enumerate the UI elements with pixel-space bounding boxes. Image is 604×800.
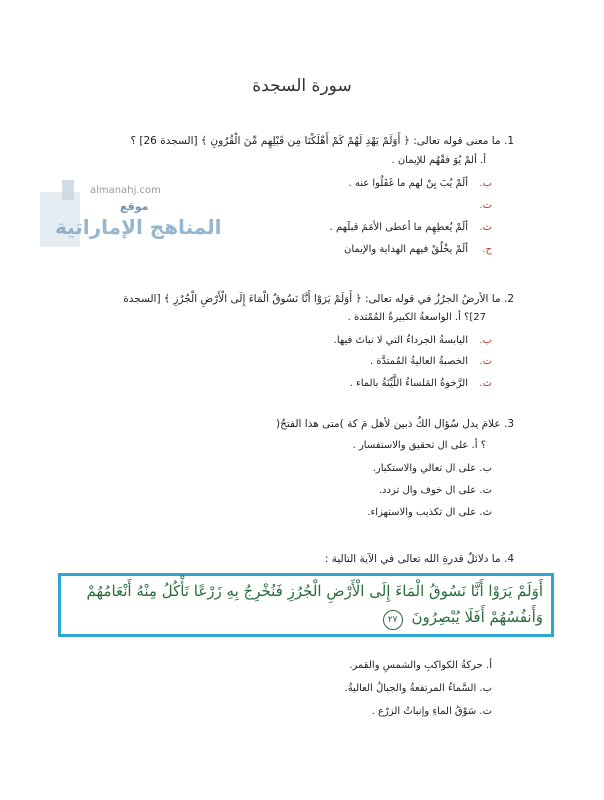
page-title: سورة السجدة: [252, 76, 352, 96]
q1-choice-j: [344, 244, 492, 255]
watermark-logo-top: موقع: [120, 200, 149, 213]
choice-text: الرَّخوةُ المَلساءُ اللَّيِّنَةُ بالماء .: [349, 378, 468, 389]
choice-text: ألَمْ يُعطِهِم ما أعطى الأمَمَ قبلَهم .: [329, 222, 468, 233]
choice-label: ث.: [479, 222, 492, 233]
choice-label: ث.: [479, 378, 492, 389]
choice-label: ج.: [482, 244, 492, 255]
q4-choice-b: ب. السَّماءُ المرتفعةُ والجبالُ العاليةُ.: [344, 683, 492, 694]
verse-text: وَأَنفُسُهُمْ أَفَلَا يُبْصِرُونَ: [411, 608, 543, 626]
verse-box: [58, 573, 554, 637]
ayah-number-icon: ٢٧: [383, 610, 403, 630]
q3-choice-a: ؟ أ. على ال تحقيق والاستفسار .: [352, 440, 486, 451]
choice-text: ألَمْ يخْلُقْ فيهم الهداية والإيمان: [343, 244, 468, 255]
choice-text: الخصبةُ العاليةُ المُمتدَّة .: [369, 356, 468, 367]
watermark-shape-small: [62, 180, 74, 200]
q4-choice-t: ت. سَوْقُ الماءِ وإنباتُ الزرْع .: [371, 706, 492, 717]
question-4: 4. ما دلائلُ قدرةِ الله تعالى في الآية التالية :: [324, 553, 514, 565]
q1-choice-th: [330, 222, 492, 233]
q3-choice-b: ب. على ال تعالي والاستكبار.: [372, 463, 492, 474]
q2-choice-a: 27]؟ أ. الواسعةُ الكبيرةُ المُمْتدة .: [347, 312, 486, 323]
q1-choice-b: [348, 178, 492, 189]
choice-label: ب.: [479, 178, 492, 189]
q3-choice-th: ث. على ال تكذيب والاستهزاء.: [367, 507, 492, 518]
question-2: 2. ما الأرضُ الجرُزُ في قوله تعالى: ﴿ أَوَلَمْ يَرَوْا أَنَّا نَسُوقُ الْمَاءَ إِلَى الْأَرْضِ الْجُرُزِ ﴾ [السجدة: [123, 293, 514, 305]
watermark-logo-main: المناهج الإماراتية: [55, 215, 222, 239]
q2-choice-th: [350, 378, 492, 389]
choice-label: ت.: [479, 200, 492, 211]
q3-choice-t: ت. على ال خوف وال تردد.: [378, 485, 492, 496]
q2-choice-b: [334, 335, 492, 346]
question-3: 3. علامَ يدل سُؤال الكُ ذبين لأهل مَ كة )متى هذا الفتحُ(: [275, 418, 514, 430]
q1-choice-t: [468, 200, 492, 211]
q2-choice-t: [370, 356, 492, 367]
choice-text: اليابسةُ الجرداءُ التي لا نباتَ فيها.: [333, 335, 468, 346]
choice-label: ب.: [479, 335, 492, 346]
q4-choice-a: أ. حركةُ الكواكبِ والشمسِ والقمر.: [349, 660, 492, 671]
verse-line-2: [383, 608, 543, 630]
watermark-site: almanahj.com: [90, 185, 161, 196]
choice-label: ت.: [479, 356, 492, 367]
choice-text: ألَمْ يُبَ يِنْ لهم ما غَفَلُوا عنه .: [348, 178, 468, 189]
verse-line-1: أَوَلَمْ يَرَوْا أَنَّا نَسُوقُ الْمَاءَ إِلَى الْأَرْضِ الْجُرُزِ فَنُخْرِجُ بِهِ زَرْعًا تَأْكُلُ مِنْهُ أَنْعَامُهُمْ: [86, 582, 543, 600]
q1-choice-a: أ. ألمْ يُوَ فقْهُم للإيمان .: [391, 155, 486, 166]
question-1: 1. ما معنى قوله تعالى: ﴿ أَوَلَمْ يَهْدِ لَهُمْ كَمْ أَهْلَكْنَا مِن قَبْلِهِم مِّنَ الْقُرُونِ ﴾ [السجدة 26] ؟: [130, 135, 514, 147]
